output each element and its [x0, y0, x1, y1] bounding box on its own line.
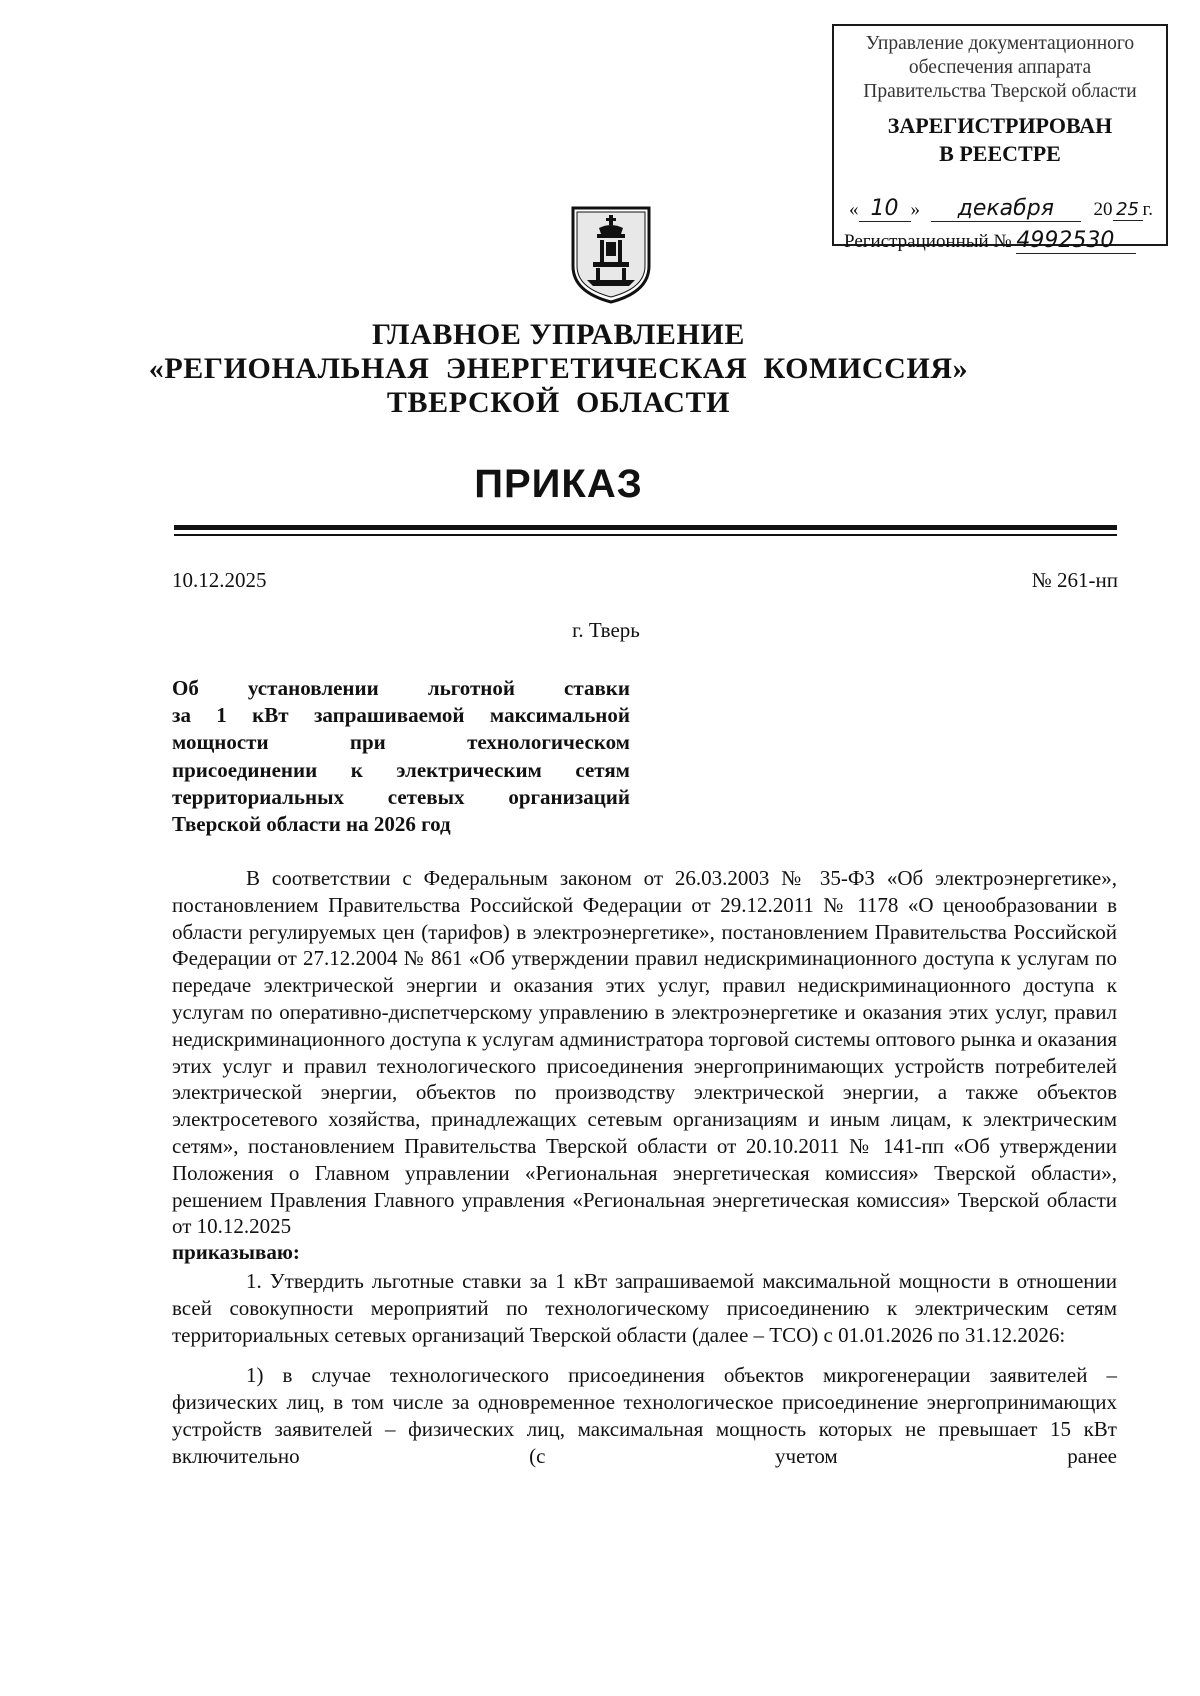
organization-title-line: «РЕГИОНАЛЬНАЯ ЭНЕРГЕТИЧЕСКАЯ КОМИССИЯ» [148, 352, 969, 385]
subject-line: мощности при технологическом [172, 730, 630, 755]
item-1-1-paragraph: 1) в случае технологического присоединения объектов микрогенерации заявителей – физических лиц, в том числе за одновременное технологическое присоединение энергопринимающих устройств заявителей – физических лиц, максимальная мощность которых не превышает 15 кВт включительно (с учетом ранее [172, 1363, 1117, 1468]
stamp-date-year-suffix: 25 [1113, 199, 1143, 221]
order-subject [172, 675, 630, 838]
stamp-department [834, 32, 1166, 104]
subject-line: территориальных сетевых организаций [172, 784, 630, 809]
subject-line: Тверской области на 2026 год [172, 812, 451, 837]
stamp-registered-label [834, 112, 1166, 168]
organization-title-line: ТВЕРСКОЙ ОБЛАСТИ [386, 386, 731, 419]
document-type-title: ПРИКАЗ [474, 462, 643, 506]
coat-of-arms-emblem [569, 204, 653, 306]
order-city: г. Тверь [572, 618, 640, 642]
subject-line: присоединении к электрическим сетям [172, 757, 630, 782]
stamp-registered-line: ЗАРЕГИСТРИРОВАН [887, 113, 1113, 138]
header-divider [174, 525, 1117, 530]
stamp-number [844, 228, 1158, 254]
subject-line: Об установлении льготной ставки [172, 676, 630, 700]
stamp-department-line: Управление документационного [865, 33, 1135, 54]
order-number: № 261-нп [1031, 568, 1118, 592]
stamp-number-label: Регистрационный № [844, 231, 1012, 252]
stamp-date-day: 10 [859, 196, 911, 222]
preamble-paragraph: В соответствии с Федеральным законом от 26.03.2003 № 35-ФЗ «Об электроэнергетике», постановлением Правительства Российской Федерации от 29.12.2011 № 1178 «О ценообразовании в области регулируемых цен (тарифов) в электроэнергетике», постановлением Правительства Российской Федерации от 27.12.2004 № 861 «Об утверждении правил недискриминационного доступа к услугам по передаче электрической энергии и оказания этих услуг, правил недискриминационного доступа к услугам по оперативно-диспетчерскому управлению в электроэнергетике и оказания этих услуг, правил недискриминационного доступа к услугам администратора торговой системы оптового рынка и оказания этих услуг и правил технологического присоединения энергопринимающих устройств потребителей электрической энергии, объектов по производству электрической энергии, а также объектов электросетевого хозяйства, принадлежащих сетевым организациям и иным лицам, к электрическим сетям», постановлением Правительства Тверской области от 20.10.2011 № 141-пп «Об утверждении Положения о Главном управлении «Региональная энергетическая комиссия» Тверской области», решением Правления Главного управления «Региональная энергетическая комиссия» Тверской области от 10.12.2025 [172, 866, 1117, 1239]
stamp-date-year-prefix: 20 [1093, 199, 1113, 220]
order-body [172, 865, 1117, 1470]
stamp-number-value: 4992530 [1016, 228, 1136, 254]
stamp-department-line: Правительства Тверской области [863, 81, 1137, 102]
stamp-date: « 10 » декабря 20 25 г. [849, 196, 1153, 221]
stamp-date-month: декабря [931, 196, 1081, 222]
header-divider-thin [174, 534, 1117, 536]
organization-title-line: ГЛАВНОЕ УПРАВЛЕНИЕ [372, 318, 745, 351]
organization-title [0, 318, 1117, 420]
stamp-department-line: обеспечения аппарата [908, 57, 1092, 78]
stamp-date-year-unit: г. [1142, 199, 1153, 220]
stamp-registered-line: В РЕЕСТРЕ [939, 141, 1061, 166]
subject-line: за 1 кВт запрашиваемой максимальной [172, 703, 630, 728]
registration-stamp [832, 24, 1168, 253]
order-verb: приказываю: [172, 1240, 300, 1265]
order-date: 10.12.2025 [172, 568, 267, 592]
item-1-paragraph: 1. Утвердить льготные ставки за 1 кВт запрашиваемой максимальной мощности в отношении всей совокупности мероприятий по технологическому присоединению к электрическим сетям территориальных сетевых организаций Тверской области (далее – ТСО) с 01.01.2026 по 31.12.2026: [172, 1268, 1117, 1347]
